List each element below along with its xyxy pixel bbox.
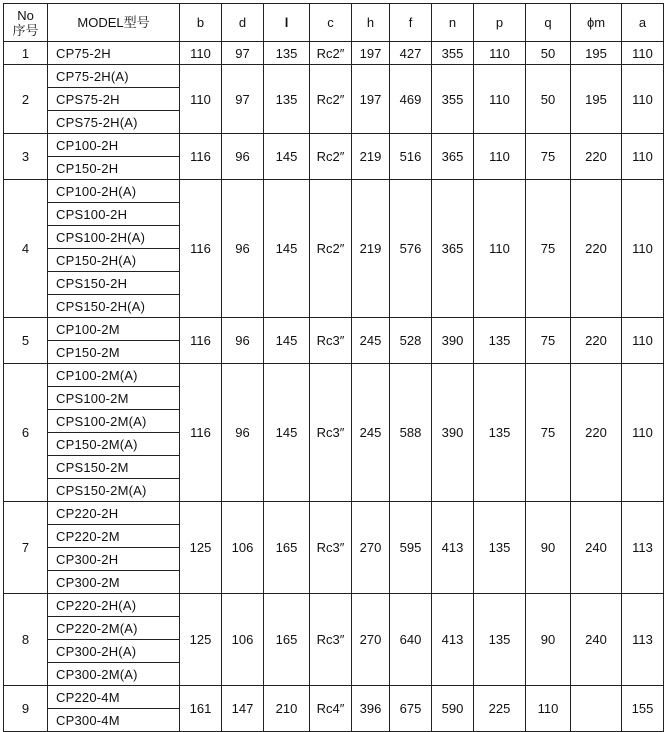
table-row (4, 134, 664, 157)
value-f: 595 (390, 502, 432, 594)
value-d: 106 (222, 502, 264, 594)
value-a: 110 (622, 42, 664, 65)
value-n: 365 (432, 180, 474, 318)
value-c: Rc4″ (310, 686, 352, 732)
value-q: 75 (526, 180, 571, 318)
value-n: 390 (432, 318, 474, 364)
value-h: 197 (352, 65, 390, 134)
value-q: 90 (526, 594, 571, 686)
value-p: 225 (474, 686, 526, 732)
value-a: 110 (622, 134, 664, 180)
value-l: 135 (264, 65, 310, 134)
value-a: 110 (622, 65, 664, 134)
header-p: p (474, 4, 526, 42)
value-l: 165 (264, 594, 310, 686)
value-phim (571, 686, 622, 732)
table-row (4, 594, 664, 617)
value-n: 413 (432, 502, 474, 594)
header-f: f (390, 4, 432, 42)
header-c: c (310, 4, 352, 42)
value-p: 110 (474, 134, 526, 180)
value-p: 135 (474, 502, 526, 594)
header-l: l (264, 4, 310, 42)
model-cell: CPS75-2H (48, 88, 180, 111)
model-cell: CPS100-2M(A) (48, 410, 180, 433)
model-cell: CP75-2H(A) (48, 65, 180, 88)
table-row (4, 502, 664, 525)
row-number: 5 (4, 318, 48, 364)
value-c: Rc2″ (310, 65, 352, 134)
table-row (4, 42, 664, 65)
value-n: 365 (432, 134, 474, 180)
model-cell: CP300-4M (48, 709, 180, 732)
value-c: Rc2″ (310, 134, 352, 180)
value-q: 75 (526, 364, 571, 502)
value-b: 116 (180, 318, 222, 364)
value-b: 161 (180, 686, 222, 732)
header-no-en: No (17, 7, 34, 23)
value-h: 245 (352, 318, 390, 364)
header-n: n (432, 4, 474, 42)
row-number: 1 (4, 42, 48, 65)
value-l: 145 (264, 364, 310, 502)
model-cell: CP150-2H (48, 157, 180, 180)
model-cell: CP220-2M (48, 525, 180, 548)
model-cell: CP300-2M (48, 571, 180, 594)
value-p: 135 (474, 594, 526, 686)
value-a: 110 (622, 364, 664, 502)
value-d: 97 (222, 42, 264, 65)
row-number: 9 (4, 686, 48, 732)
value-l: 135 (264, 42, 310, 65)
value-phim: 195 (571, 42, 622, 65)
model-cell: CP300-2H(A) (48, 640, 180, 663)
value-f: 675 (390, 686, 432, 732)
dimension-table (3, 3, 664, 732)
model-cell: CP150-2M(A) (48, 433, 180, 456)
value-f: 588 (390, 364, 432, 502)
header-no (4, 4, 48, 42)
value-q: 75 (526, 318, 571, 364)
value-f: 469 (390, 65, 432, 134)
value-c: Rc3″ (310, 502, 352, 594)
value-c: Rc2″ (310, 42, 352, 65)
model-cell: CP300-2M(A) (48, 663, 180, 686)
row-number: 3 (4, 134, 48, 180)
value-q: 110 (526, 686, 571, 732)
row-number: 7 (4, 502, 48, 594)
row-number: 2 (4, 65, 48, 134)
value-a: 110 (622, 180, 664, 318)
value-b: 116 (180, 134, 222, 180)
header-h: h (352, 4, 390, 42)
value-f: 576 (390, 180, 432, 318)
model-cell: CP100-2H (48, 134, 180, 157)
header-row (4, 4, 664, 42)
value-h: 219 (352, 180, 390, 318)
model-cell: CPS150-2M(A) (48, 479, 180, 502)
value-n: 590 (432, 686, 474, 732)
value-d: 96 (222, 180, 264, 318)
value-phim: 220 (571, 180, 622, 318)
table-row (4, 364, 664, 387)
value-l: 210 (264, 686, 310, 732)
value-c: Rc3″ (310, 318, 352, 364)
value-q: 50 (526, 42, 571, 65)
value-p: 135 (474, 318, 526, 364)
header-model: MODEL型号 (48, 4, 180, 42)
value-b: 125 (180, 594, 222, 686)
value-c: Rc3″ (310, 594, 352, 686)
model-cell: CPS100-2H (48, 203, 180, 226)
model-cell: CPS150-2H (48, 272, 180, 295)
header-b: b (180, 4, 222, 42)
model-cell: CP75-2H (48, 42, 180, 65)
table-row (4, 686, 664, 709)
value-l: 165 (264, 502, 310, 594)
value-n: 390 (432, 364, 474, 502)
model-cell: CPS150-2H(A) (48, 295, 180, 318)
header-a: a (622, 4, 664, 42)
model-cell: CPS100-2H(A) (48, 226, 180, 249)
value-d: 96 (222, 318, 264, 364)
value-d: 96 (222, 134, 264, 180)
header-d: d (222, 4, 264, 42)
value-c: Rc2″ (310, 180, 352, 318)
table-body (4, 42, 664, 732)
header-q: q (526, 4, 571, 42)
value-a: 113 (622, 594, 664, 686)
header-phim: ϕm (571, 4, 622, 42)
value-d: 147 (222, 686, 264, 732)
value-q: 90 (526, 502, 571, 594)
value-phim: 240 (571, 594, 622, 686)
value-b: 116 (180, 364, 222, 502)
value-h: 396 (352, 686, 390, 732)
value-b: 110 (180, 42, 222, 65)
value-h: 245 (352, 364, 390, 502)
row-number: 6 (4, 364, 48, 502)
value-n: 413 (432, 594, 474, 686)
value-p: 110 (474, 180, 526, 318)
value-q: 50 (526, 65, 571, 134)
value-a: 113 (622, 502, 664, 594)
model-cell: CPS100-2M (48, 387, 180, 410)
model-cell: CPS150-2M (48, 456, 180, 479)
value-h: 219 (352, 134, 390, 180)
table-row (4, 180, 664, 203)
value-n: 355 (432, 65, 474, 134)
value-b: 110 (180, 65, 222, 134)
value-p: 135 (474, 364, 526, 502)
value-p: 110 (474, 42, 526, 65)
value-c: Rc3″ (310, 364, 352, 502)
model-cell: CP220-2M(A) (48, 617, 180, 640)
model-cell: CP150-2H(A) (48, 249, 180, 272)
value-l: 145 (264, 180, 310, 318)
table-row (4, 65, 664, 88)
value-h: 270 (352, 594, 390, 686)
value-d: 97 (222, 65, 264, 134)
model-cell: CP100-2H(A) (48, 180, 180, 203)
value-n: 355 (432, 42, 474, 65)
row-number: 8 (4, 594, 48, 686)
table-row (4, 318, 664, 341)
value-phim: 220 (571, 318, 622, 364)
value-phim: 220 (571, 134, 622, 180)
value-d: 96 (222, 364, 264, 502)
value-l: 145 (264, 318, 310, 364)
value-q: 75 (526, 134, 571, 180)
value-h: 270 (352, 502, 390, 594)
model-cell: CP220-2H(A) (48, 594, 180, 617)
model-cell: CP100-2M (48, 318, 180, 341)
model-cell: CPS75-2H(A) (48, 111, 180, 134)
model-cell: CP220-2H (48, 502, 180, 525)
value-a: 155 (622, 686, 664, 732)
model-cell: CP100-2M(A) (48, 364, 180, 387)
value-phim: 220 (571, 364, 622, 502)
value-h: 197 (352, 42, 390, 65)
value-l: 145 (264, 134, 310, 180)
value-f: 427 (390, 42, 432, 65)
value-b: 116 (180, 180, 222, 318)
value-p: 110 (474, 65, 526, 134)
header-no-cn: 序号 (12, 22, 39, 38)
value-d: 106 (222, 594, 264, 686)
model-cell: CP220-4M (48, 686, 180, 709)
value-phim: 240 (571, 502, 622, 594)
value-a: 110 (622, 318, 664, 364)
model-cell: CP300-2H (48, 548, 180, 571)
value-f: 516 (390, 134, 432, 180)
row-number: 4 (4, 180, 48, 318)
value-f: 640 (390, 594, 432, 686)
value-phim: 195 (571, 65, 622, 134)
value-f: 528 (390, 318, 432, 364)
model-cell: CP150-2M (48, 341, 180, 364)
value-b: 125 (180, 502, 222, 594)
